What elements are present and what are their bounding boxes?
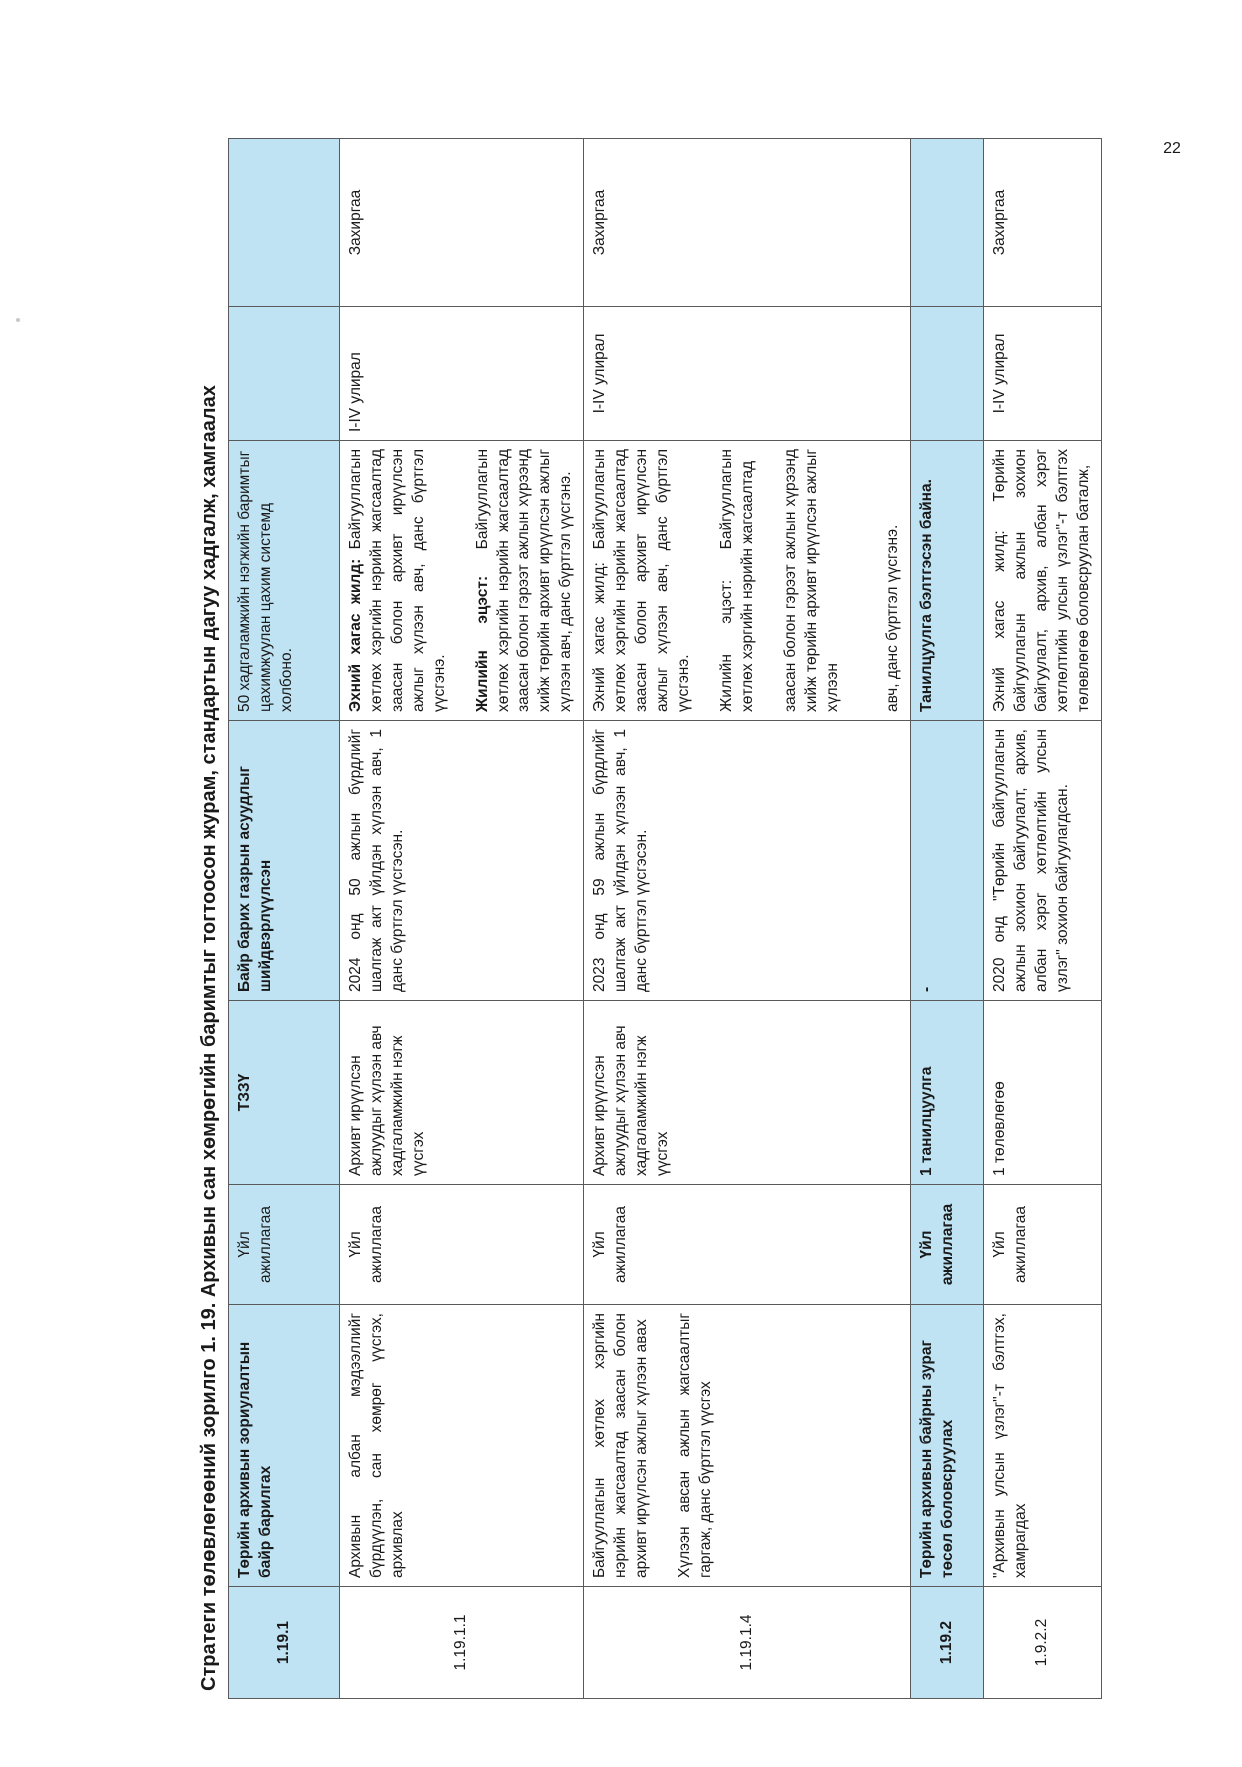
row-activity: Үйл ажиллагаа bbox=[984, 1185, 1102, 1305]
table-row bbox=[340, 139, 584, 1699]
row-baseline: 2024 онд 50 ажлын бүрдлийг шалгаж акт үйлдэн хүлээн авч, 1 данс бүртгэл үүсгэсэн. bbox=[340, 721, 584, 1001]
row-code: 1.19.1.4 bbox=[584, 1587, 911, 1699]
subheader-period bbox=[911, 307, 984, 441]
header-activity: Үйл ажиллагаа bbox=[229, 1185, 340, 1305]
subheader-activity: Үйл ажиллагаа bbox=[911, 1185, 984, 1305]
row-kpi: Архивт ирүүлсэн ажлуудыг хүлээн авч хадгаламжийн нэгж үүсгэх bbox=[584, 1001, 911, 1185]
row-code: 1.19.1.1 bbox=[340, 1587, 584, 1699]
row-responsible: Захиргаа bbox=[584, 139, 911, 307]
subheader-kpi: 1 танилцуулга bbox=[911, 1001, 984, 1185]
row-responsible: Захиргаа bbox=[340, 139, 584, 307]
plan-table bbox=[228, 138, 1102, 1699]
row-period: I-IV улирал bbox=[584, 307, 911, 441]
subheader-objective: Төрийн архивын байрны зураг төсөл боловсруулах bbox=[911, 1305, 984, 1587]
header-period bbox=[229, 307, 340, 441]
row-target: Эхний хагас жилд: Төрийн байгууллагын ажлын зохион байгуулалт, архив, албан хэрэг хөтлөлтийн улсын үзлэг"-т бэлтгэх төлөвлөгөө боловсруулан баталж, bbox=[984, 441, 1102, 721]
subheader-row bbox=[911, 139, 984, 1699]
objective-text: Байгууллагын хөтлөх хэргийн нэрийн жагсаалтад заасан болон архивт ирүүлсэн ажлыг хүлээн авах bbox=[591, 1313, 651, 1578]
row-activity: Үйл ажиллагаа bbox=[340, 1185, 584, 1305]
row-code: 1.9.2.2 bbox=[984, 1587, 1102, 1699]
row-target bbox=[340, 441, 584, 721]
objective-text: Хүлээн авсан ажлын жагсаалтыг гаргаж, данс бүртгэл үүсгэх bbox=[675, 1313, 714, 1578]
row-objective bbox=[584, 1305, 911, 1587]
subheader-code: 1.19.2 bbox=[911, 1587, 984, 1699]
table-row bbox=[984, 139, 1102, 1699]
row-objective: Архивын албан мэдээллийг бүрдүүлэн, сан хөмрөг үүсгэх, архивлах bbox=[340, 1305, 584, 1587]
target-text: Жилийн эцэст: Байгууллагын хөтлөх хэргийн нэрийн жагсаалтад bbox=[717, 449, 756, 712]
target-text: Эхний хагас жилд: Байгууллагын хөтлөх хэргийн нэрийн жагсаалтад заасан болон архивт ирүүлсэн ажлыг хүлээн авч, данс бүртгэл үүсгэнэ. bbox=[591, 449, 692, 712]
row-target bbox=[584, 441, 911, 721]
target-text: авч, данс бүртгэл үүсгэнэ. bbox=[884, 524, 902, 712]
document-title: Стратеги төлөвлөгөөний зорилго 1. 19. Архивын сан хөмрөгийн баримтыг тогтоосон журам, стандартын дагуу хадгалж, хамгаалах bbox=[198, 385, 220, 1691]
rotated-content bbox=[190, 139, 1133, 1699]
target-text: Байгууллагын хөтлөх хэргийн нэрийн жагсаалтад заасан болон гэрээт ажлын хүрээнд хийж төрийн архивт ирүүлсэн ажлыг хүлээн авч, данс бүртгэл үүсгэнэ. bbox=[473, 449, 575, 712]
target-text: заасан болон гэрээт ажлын хүрээнд хийж төрийн архивт ирүүлсэн ажлыг хүлээн bbox=[781, 449, 841, 712]
header-target: 50 хадгаламжийн нэгжийн баримтыг цахимжуулан цахим системд холбоно. bbox=[229, 441, 340, 721]
header-responsible bbox=[229, 139, 340, 307]
row-kpi: Архивт ирүүлсэн ажлуудыг хүлээн авч хадгаламжийн нэгж үүсгэх bbox=[340, 1001, 584, 1185]
row-objective: "Архивын улсын үзлэг"-т бэлтгэх, хамрагдах bbox=[984, 1305, 1102, 1587]
subheader-responsible bbox=[911, 139, 984, 307]
header-kpi: ТЗЗҮ bbox=[229, 1001, 340, 1185]
header-code: 1.19.1 bbox=[229, 1587, 340, 1699]
target-label: Жилийн эцэст: bbox=[473, 575, 491, 712]
target-text: Байгууллагын хөтлөх хэргийн нэрийн жагсаалтад заасан болон архивт ирүүлсэн ажлыг хүлээн авч, данс бүртгэл үүсгэнэ. bbox=[347, 449, 448, 712]
row-kpi: 1 төлөвлөгөө bbox=[984, 1001, 1102, 1185]
row-period: I-IV улирал bbox=[984, 307, 1102, 441]
page-number: 22 bbox=[1163, 140, 1181, 157]
subheader-baseline: - bbox=[911, 721, 984, 1001]
row-baseline: 2023 онд 59 ажлын бүрдлийг шалгаж акт үйлдэн хүлээн авч, 1 данс бүртгэл үүсгэсэн. bbox=[584, 721, 911, 1001]
table-row bbox=[584, 139, 911, 1699]
row-activity: Үйл ажиллагаа bbox=[584, 1185, 911, 1305]
header-row bbox=[229, 139, 340, 1699]
target-label: Эхний хагас жилд: bbox=[347, 558, 364, 712]
header-objective: Төрийн архивын зориулалтын байр барилгах bbox=[229, 1305, 340, 1587]
row-responsible: Захиргаа bbox=[984, 139, 1102, 307]
row-baseline: 2020 онд "Төрийн байгууллагын ажлын зохион байгуулалт, архив, албан хэрэг хөтлөлтийн улсын үзлэг" зохион байгуулагдсан. bbox=[984, 721, 1102, 1001]
header-baseline: Байр барих газрын асуудлыг шийдвэрлүүлсэн bbox=[229, 721, 340, 1001]
subheader-target: Танилцуулга бэлтгэсэн байна. bbox=[911, 441, 984, 721]
scan-dot bbox=[16, 318, 20, 322]
row-period: I-IV улирал bbox=[340, 307, 584, 441]
